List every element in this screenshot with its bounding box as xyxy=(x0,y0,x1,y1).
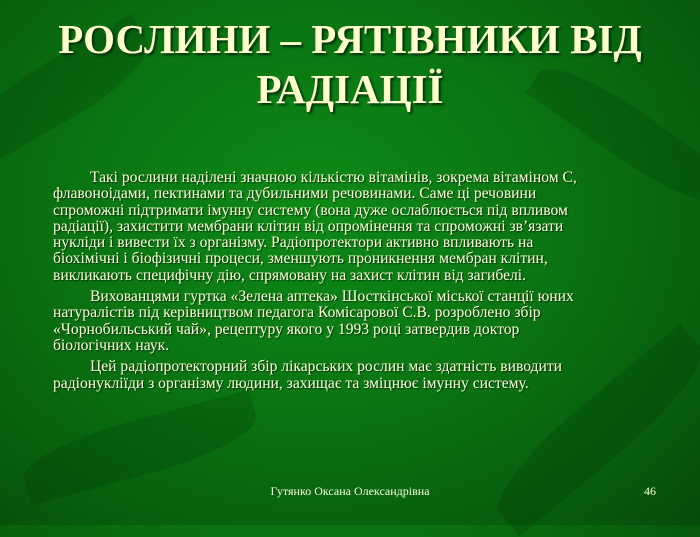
text-line: натуралістів під керівництвом педагога Комісарової С.В. розроблено збір xyxy=(53,304,541,322)
slide-number: 46 xyxy=(644,484,656,498)
text-line: флавоноідами, пектинами та дубильними речовинами. Саме ці речовини xyxy=(53,185,537,203)
text-line: «Чорнобильський чай», рецептуру якого у 1993 році затвердив доктор xyxy=(53,320,520,338)
text-line: радіації), захистити мембрани клітин від опромінення та спроможні зв’язати xyxy=(53,217,564,235)
slide-title xyxy=(20,14,680,114)
paragraph-1 xyxy=(53,170,673,284)
footer-author: Гутянко Оксана Олександрівна xyxy=(270,484,430,498)
text-line: нукліди і вивести їх з організму. Радіопротектори активно впливають на xyxy=(53,234,534,252)
paragraph-2 xyxy=(53,289,673,354)
text-line: біохімічні і біофізичні процеси, зменшують проникнення мембран клітин, xyxy=(53,250,548,268)
slide-body xyxy=(53,170,673,397)
title-line: РАДІАЦІЇ xyxy=(256,66,444,112)
text-line: Вихованцями гуртка «Зелена аптека» Шосткінської міської станції юних xyxy=(90,288,574,306)
text-line: біологічних наук. xyxy=(53,336,170,354)
text-line: викликають специфічну дію, спрямовану на захист клітин від загибелі. xyxy=(53,266,526,284)
text-line: Такі рослини наділені значною кількістю вітамінів, зокрема вітаміном С, xyxy=(90,169,577,186)
title-line: РОСЛИНИ – РЯТІВНИКИ ВІД xyxy=(58,16,642,62)
text-line: Цей радіопротекторний збір лікарських рослин має здатність виводити xyxy=(90,358,562,376)
text-line: спроможні підтримати імунну систему (вона дуже ослаблюється під впливом xyxy=(53,201,568,219)
text-line: радіонукліїди з організму людини, захищає та зміцнює імунну систему. xyxy=(53,374,529,392)
paragraph-3 xyxy=(53,359,673,392)
